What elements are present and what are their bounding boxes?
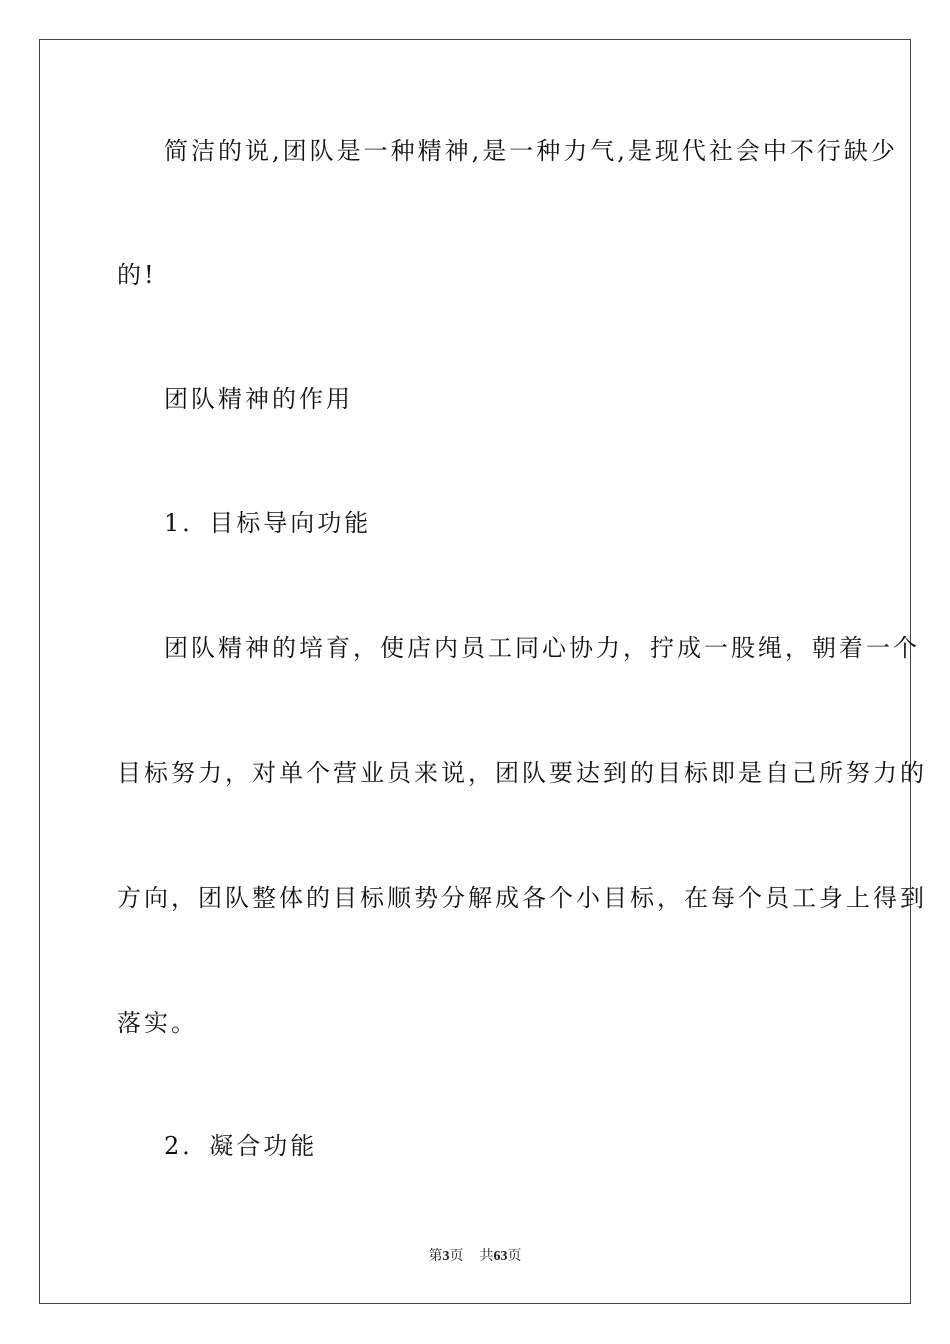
paragraph-line: 的! [117,261,157,289]
paragraph-line: 简洁的说,团队是一种精神,是一种力气,是现代社会中不行缺少 [164,137,898,165]
page-border [39,39,911,1304]
paragraph-line: 方向，团队整体的目标顺势分解成各个小目标，在每个员工身上得到 [117,884,927,912]
page-footer [0,1248,950,1266]
subsection-heading: 1．目标导向功能 [164,509,372,537]
total-pages: 63 [493,1249,508,1264]
page-suffix: 页 [449,1249,464,1264]
paragraph-line: 目标努力，对单个营业员来说，团队要达到的目标即是自己所努力的 [117,759,927,787]
subsection-heading: 2．凝合功能 [164,1132,318,1160]
section-heading: 团队精神的作用 [164,385,353,413]
total-prefix: 共 [479,1249,494,1264]
paragraph-line: 落实。 [117,1009,198,1037]
page-number: 3 [442,1249,450,1264]
paragraph-line: 团队精神的培育，使店内员工同心协力，拧成一股绳，朝着一个 [164,634,920,662]
total-suffix: 页 [507,1249,522,1264]
page-prefix: 第 [428,1249,443,1264]
